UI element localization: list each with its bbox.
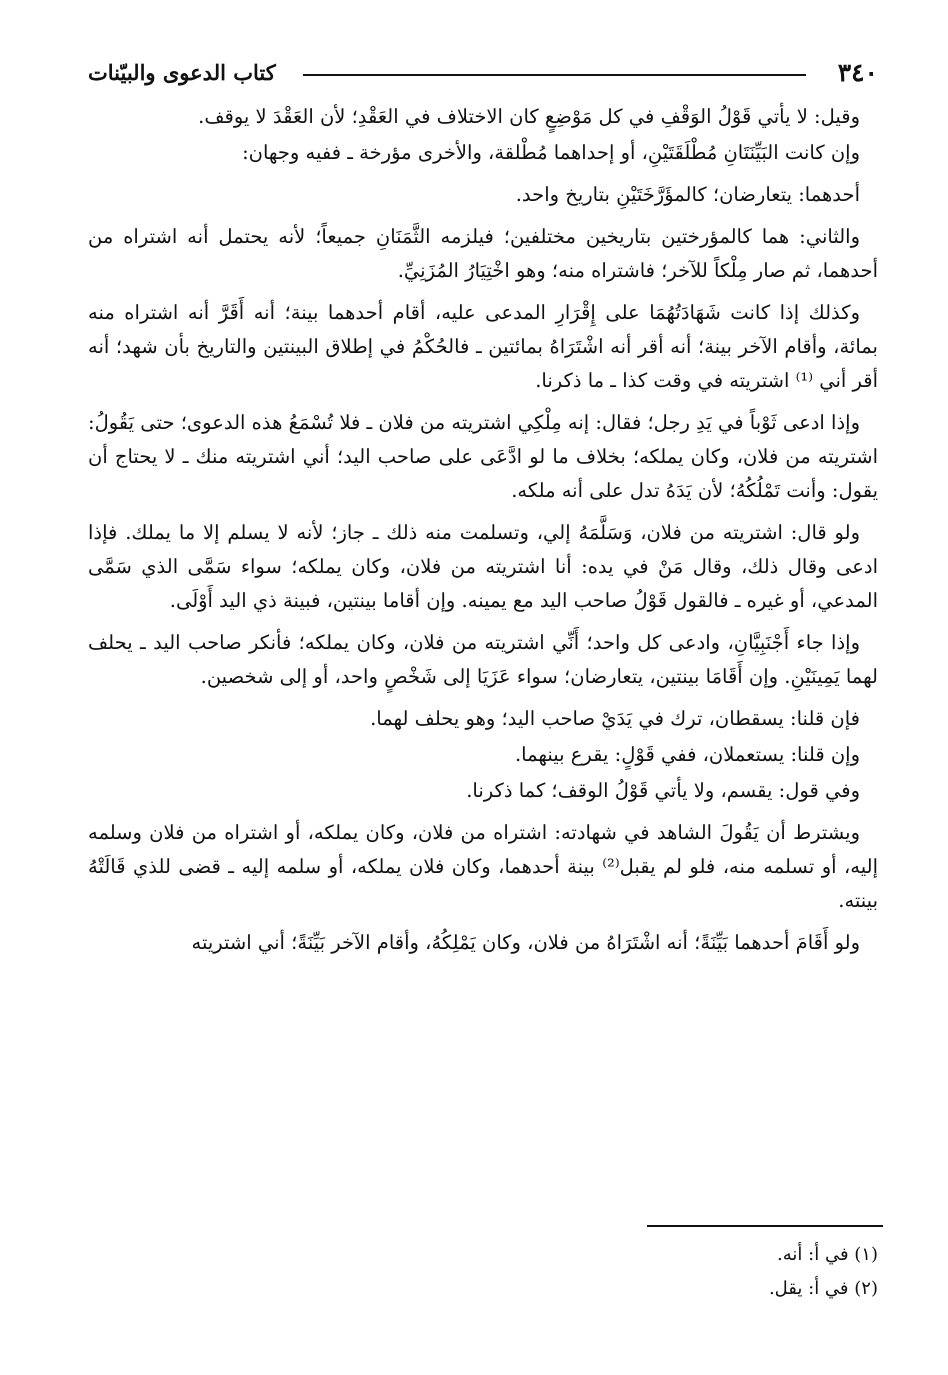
paragraph: وكذلك إذا كانت شَهَادَتُهُمَا على إِقْرَارِ المدعى عليه، أقام أحدهما بينة؛ أنه أَقَرَّ أنه اشتراه منه بمائة، وأقام الآخر بينة؛ أنه أقر أنه اشْتَرَاهُ بمائتين ـ فالحُكْمُ في إطلاق البينتين والتاريخ بأن شهد؛ أنه أقر أني ⁽¹⁾ اشتريته في وقت كذا ـ ما ذكرنا.: [88, 301, 878, 392]
short-line: وفي قول: يقسم، ولا يأتي قَوْلُ الوقف؛ كما ذكرنا.: [466, 779, 860, 802]
page-header: [88, 58, 878, 98]
header-rule: [303, 74, 806, 76]
short-line: فإن قلنا: يسقطان، ترك في يَدَيْ صاحب اليد؛ وهو يحلف لهما.: [370, 707, 860, 730]
page-body: [88, 100, 878, 968]
footnote: (١) في أ: أنه.: [777, 1244, 878, 1265]
page-number: ٣٤٠: [837, 58, 878, 87]
paragraph: ويشترط أن يَقُولَ الشاهد في شهادته: اشتراه من فلان، وكان يملكه، أو اشتراه من فلان وسلمه إليه، أو تسلمه منه، فلو لم يقبل⁽²⁾ بينة أحدهما، وكان فلان يملكه، أو سلمه إليه ـ قضى للذي قَالَتْهُ بينته.: [88, 821, 878, 912]
paragraph: أحدهما: يتعارضان؛ كالمؤَرَّخَتَيْنِ بتاريخ واحد.: [515, 183, 860, 206]
footnote-rule: [647, 1225, 883, 1227]
paragraph: ولو قال: اشتريته من فلان، وَسَلَّمَهُ إلي، وتسلمت منه ذلك ـ جاز؛ لأنه لا يسلم إلا ما يملك. فإذا ادعى وقال ذلك، وقال مَنْ في يده: أنا اشتريته من فلان، وكان يملكه؛ سواء سَمَّى الذي سَمَّى المدعي، أو غيره ـ فالقول قَوْلُ صاحب اليد مع يمينه. وإن أقاما بينتين، فبينة ذي اليد أَوْلَى.: [88, 521, 878, 612]
short-line: وإن قلنا: يستعملان، ففي قَوْلٍ: يقرع بينهما.: [514, 743, 860, 766]
footnote: (٢) في أ: يقل.: [768, 1278, 878, 1299]
running-title: كتاب الدعوى والبيّنات: [88, 60, 276, 85]
paragraph: وإذا ادعى ثَوْباً في يَدِ رجل؛ فقال: إنه مِلْكِي اشتريته من فلان ـ فلا تُسْمَعُ هذه الدعوى؛ حتى يَقُولُ: اشتريته من فلان، وكان يملكه؛ بخلاف ما لو ادَّعَى على صاحب اليد؛ أني اشتريته منك ـ لا يحتاج أن يقول: وأنت تَمْلُكُهُ؛ لأن يَدَهُ تدل على أنه ملكه.: [88, 411, 878, 502]
footnotes: [88, 1238, 878, 1306]
paragraph: ولو أَقَامَ أحدهما بَيِّنَةً؛ أنه اشْتَرَاهُ من فلان، وكان يَمْلِكُهُ، وأقام الآخر بَيِّنَةً؛ أني اشتريته: [191, 931, 860, 954]
paragraph: وإن كانت البَيِّنَتَانِ مُطْلَقَتَيْنِ، أو إحداهما مُطْلقة، والأخرى مؤرخة ـ ففيه وجهان:: [242, 141, 860, 164]
paragraph: والثاني: هما كالمؤرختين بتاريخين مختلفين؛ فيلزمه الثَّمَنَانِ جميعاً؛ لأنه يحتمل أنه اشتراه من أحدهما، ثم صار مِلْكاً للآخر؛ فاشتراه منه؛ وهو اخْتِيَارُ المُزَنِيِّ.: [88, 225, 878, 282]
paragraph: وإذا جاء أَجْنَبِيَّانِ، وادعى كل واحد؛ أَنِّي اشتريته من فلان، وكان يملكه؛ فأنكر صاحب اليد ـ يحلف لهما يَمِينَيْنِ. وإن أَقَامَا بينتين، يتعارضان؛ سواء عَزَيَا إلى شَخْصٍ واحد، أو إلى شخصين.: [88, 631, 878, 688]
paragraph: وقيل: لا يأتي قَوْلُ الوَقْفِ في كل مَوْضِعٍ كان الاختلاف في العَقْدِ؛ لأن العَقْدَ لا يوقف.: [198, 105, 860, 128]
